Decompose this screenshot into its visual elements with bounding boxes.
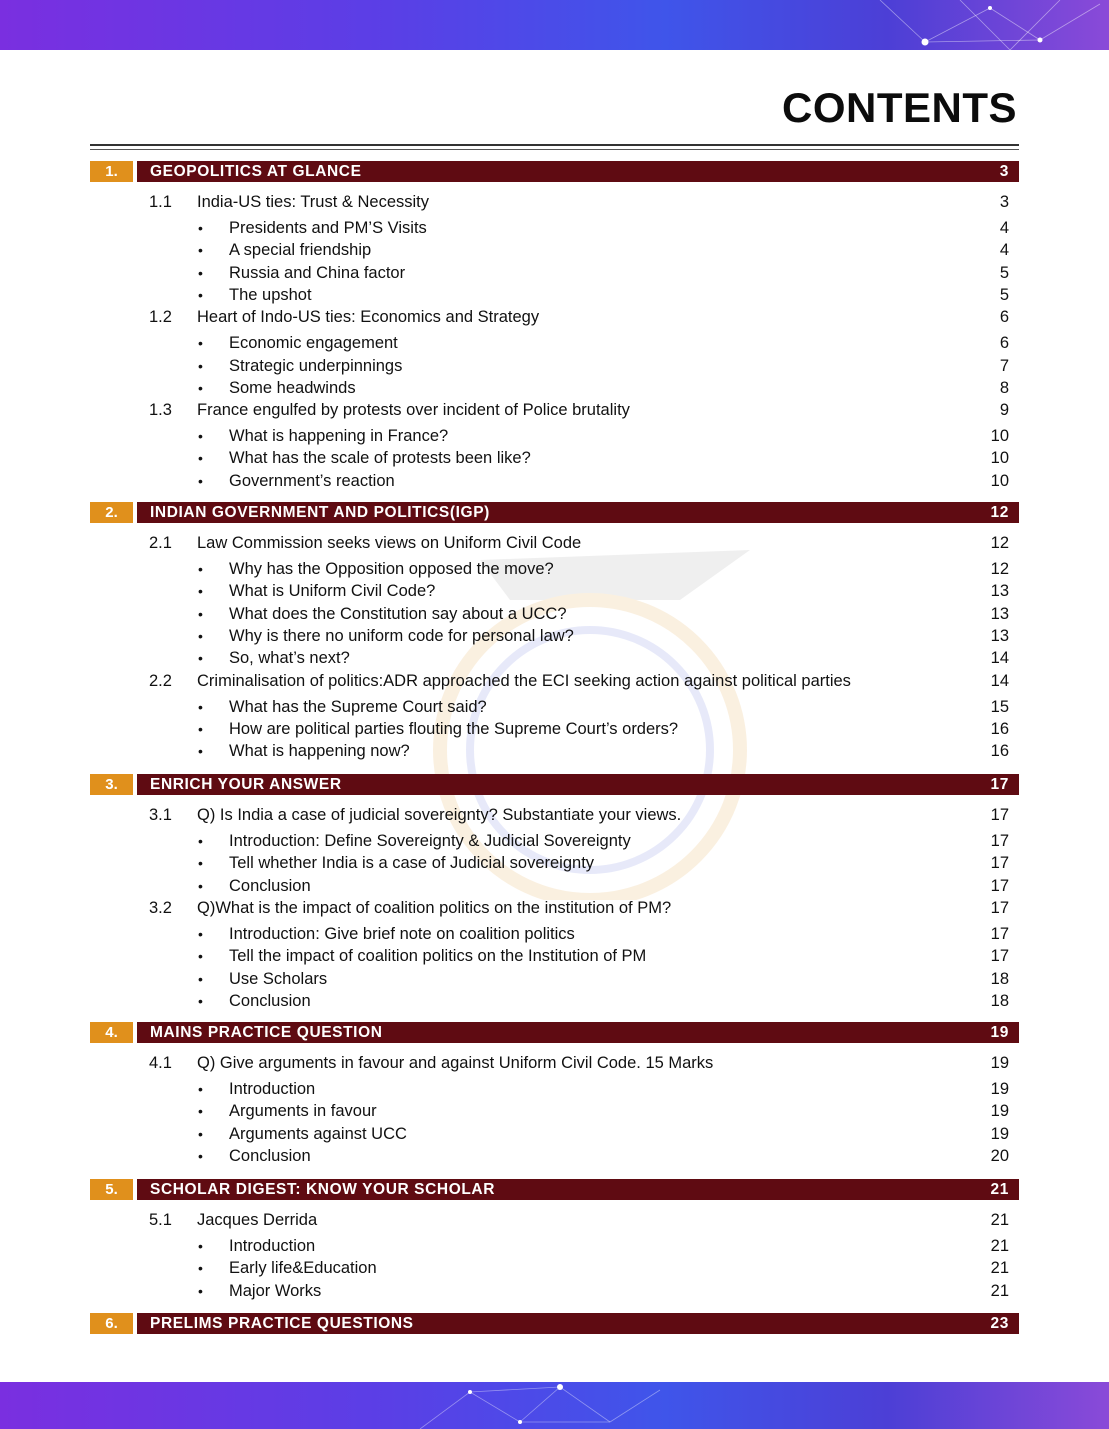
bullet-row[interactable]	[90, 1280, 1009, 1302]
bullet-text: Conclusion	[229, 991, 311, 1010]
section-number: 5.	[90, 1179, 133, 1200]
subsection-title: Jacques Derrida	[197, 1211, 318, 1229]
bullet-page: 10	[990, 427, 1009, 446]
subsection-row[interactable]	[90, 1209, 1009, 1231]
bullet-text: Economic engagement	[229, 334, 398, 353]
bullet-page: 16	[990, 742, 1009, 761]
bullet-icon: •	[198, 1147, 203, 1164]
section-bar	[137, 1022, 1019, 1043]
subsection-number: 3.1	[149, 806, 172, 824]
section-bar	[137, 1179, 1019, 1200]
bullet-text: Government’s reaction	[229, 471, 395, 490]
subsection-title: Law Commission seeks views on Uniform Civil Code	[197, 534, 582, 552]
bullet-text: So, what’s next?	[229, 649, 350, 668]
bullet-row[interactable]	[90, 239, 1009, 261]
subsection-page: 21	[990, 1211, 1009, 1229]
section-number: 4.	[90, 1022, 133, 1043]
subsection-number: 2.1	[149, 534, 172, 552]
bullet-page: 14	[990, 649, 1009, 668]
bullet-row[interactable]	[90, 1145, 1009, 1167]
bullet-text: Arguments against UCC	[229, 1124, 407, 1143]
section-number: 2.	[90, 502, 133, 523]
bullet-text: Use Scholars	[229, 969, 328, 988]
bullet-icon: •	[198, 833, 203, 849]
section-header[interactable]	[90, 1313, 1019, 1334]
bullet-row[interactable]	[90, 284, 1009, 306]
section-title: MAINS PRACTICE QUESTION	[150, 1024, 383, 1041]
subsection-page: 12	[990, 534, 1009, 552]
section-page: 3	[999, 163, 1009, 180]
bullet-row[interactable]	[90, 945, 1009, 967]
bullet-page: 17	[990, 832, 1009, 850]
section-title: GEOPOLITICS AT GLANCE	[150, 163, 362, 180]
section-page: 21	[990, 1181, 1009, 1198]
bullet-text: How are political parties flouting the Supreme Court’s orders?	[229, 719, 679, 738]
bullet-icon: •	[198, 335, 203, 352]
bullet-icon: •	[198, 242, 203, 259]
bullet-row[interactable]	[90, 217, 1009, 239]
subsection-row[interactable]	[90, 191, 1009, 213]
bullet-page: 21	[990, 1281, 1009, 1300]
bullet-icon: •	[198, 428, 203, 445]
bullet-row[interactable]	[90, 1123, 1009, 1145]
network-pattern-icon	[0, 1382, 1109, 1429]
bullet-text: Tell the impact of coalition politics on the Institution of PM	[229, 947, 647, 966]
subsection-page: 6	[999, 308, 1009, 327]
bullet-icon: •	[198, 627, 203, 644]
bullet-page: 17	[990, 854, 1009, 873]
subsection-number: 3.2	[149, 898, 172, 917]
bullet-page: 12	[990, 560, 1009, 578]
subsection-page: 9	[999, 401, 1009, 420]
bullet-page: 16	[990, 719, 1009, 738]
bullet-page: 10	[990, 471, 1009, 490]
bullet-icon: •	[198, 450, 203, 467]
subsection-row[interactable]	[90, 1052, 1009, 1074]
bullet-row[interactable]	[90, 852, 1009, 874]
subsection-title: Q) Is India a case of judicial sovereignty? Substantiate your views.	[197, 806, 682, 824]
bullet-icon: •	[198, 583, 203, 600]
subsection-page: 14	[990, 671, 1009, 690]
bullet-icon: •	[198, 698, 203, 715]
bullet-row[interactable]	[90, 740, 1009, 762]
bullet-page: 21	[990, 1237, 1009, 1255]
subsection-row[interactable]	[90, 897, 1009, 919]
subsection-page: 17	[990, 806, 1009, 824]
bullet-row[interactable]	[90, 830, 1009, 852]
bullet-page: 13	[990, 626, 1009, 645]
section-bar	[137, 1313, 1019, 1334]
subsection-row[interactable]	[90, 670, 1009, 692]
top-decorative-band	[0, 0, 1109, 50]
network-pattern-icon	[0, 0, 1109, 50]
subsection-number: 1.1	[149, 193, 172, 211]
bullet-row[interactable]	[90, 558, 1009, 580]
bullet-row[interactable]	[90, 1257, 1009, 1279]
section-header[interactable]	[90, 774, 1019, 795]
bullet-text: Tell whether India is a case of Judicial sovereignty	[229, 854, 595, 873]
bullet-icon: •	[198, 992, 203, 1009]
section-bar	[137, 161, 1019, 182]
bullet-text: Introduction	[229, 1237, 316, 1255]
section-number: 6.	[90, 1313, 133, 1334]
bullet-page: 17	[990, 947, 1009, 966]
section-header[interactable]	[90, 502, 1019, 523]
section-header[interactable]	[90, 1022, 1019, 1043]
bullet-icon: •	[198, 561, 203, 577]
bullet-text: Presidents and PM’S Visits	[229, 219, 427, 237]
bullet-page: 20	[990, 1146, 1009, 1165]
bullet-row[interactable]	[90, 377, 1009, 399]
bullet-text: Some headwinds	[229, 378, 356, 397]
bullet-row[interactable]	[90, 875, 1009, 897]
bullet-icon: •	[198, 1260, 203, 1277]
bullet-text: What is happening now?	[229, 742, 410, 761]
subsection-page: 17	[990, 898, 1009, 917]
bullet-icon: •	[198, 379, 203, 396]
bullet-icon: •	[198, 650, 203, 667]
bullet-page: 4	[999, 241, 1009, 260]
bullet-text: Conclusion	[229, 1146, 311, 1165]
section-header[interactable]	[90, 1179, 1019, 1200]
subsection-row[interactable]	[90, 399, 1009, 421]
subsection-title: India-US ties: Trust & Necessity	[197, 193, 429, 211]
section-page: 19	[990, 1024, 1009, 1041]
bullet-text: Introduction	[229, 1080, 316, 1098]
bullet-icon: •	[198, 720, 203, 737]
subsection-number: 1.3	[149, 401, 172, 420]
bullet-icon: •	[198, 1103, 203, 1120]
bullet-text: Introduction: Define Sovereignty & Judicial Sovereignty	[229, 832, 631, 850]
section-bar	[137, 502, 1019, 523]
bullet-page: 21	[990, 1259, 1009, 1278]
bullet-icon: •	[198, 220, 203, 236]
section-page: 23	[990, 1315, 1009, 1332]
section-title: INDIAN GOVERNMENT AND POLITICS(IGP)	[150, 504, 490, 521]
bullet-page: 4	[999, 219, 1009, 237]
subsection-title: France engulfed by protests over incident of Police brutality	[197, 401, 630, 420]
title-rule-thin	[90, 149, 1019, 150]
subsection-number: 4.1	[149, 1054, 172, 1072]
bullet-text: What does the Constitution say about a UCC?	[229, 604, 567, 623]
subsection-page: 19	[990, 1054, 1009, 1072]
bullet-row[interactable]	[90, 718, 1009, 740]
bullet-row[interactable]	[90, 580, 1009, 602]
bullet-row[interactable]	[90, 1235, 1009, 1257]
bullet-page: 8	[999, 378, 1009, 397]
subsection-title: Criminalisation of politics:ADR approached the ECI seeking action against political parties	[197, 671, 851, 690]
bullet-row[interactable]	[90, 990, 1009, 1012]
bullet-icon: •	[198, 472, 203, 489]
bullet-page: 5	[999, 285, 1009, 304]
bullet-page: 17	[990, 876, 1009, 895]
bullet-page: 19	[990, 1080, 1009, 1098]
bullet-text: Conclusion	[229, 876, 311, 895]
section-title: ENRICH YOUR ANSWER	[150, 776, 342, 793]
bullet-page: 15	[990, 697, 1009, 716]
bullet-page: 7	[999, 356, 1009, 375]
bullet-icon: •	[198, 743, 203, 760]
bullet-text: Early life&Education	[229, 1259, 377, 1278]
bullet-row[interactable]	[90, 425, 1009, 447]
subsection-row[interactable]	[90, 306, 1009, 328]
bullet-text: Why has the Opposition opposed the move?	[229, 560, 554, 578]
section-bar	[137, 774, 1019, 795]
section-number: 1.	[90, 161, 133, 182]
bullet-page: 5	[999, 263, 1009, 282]
subsection-title: Heart of Indo-US ties: Economics and Strategy	[197, 308, 540, 327]
subsection-title: Q)What is the impact of coalition politics on the institution of PM?	[197, 898, 672, 917]
bullet-icon: •	[198, 925, 203, 942]
bullet-icon: •	[198, 877, 203, 894]
subsection-number: 5.1	[149, 1211, 172, 1229]
bullet-text: Strategic underpinnings	[229, 356, 403, 375]
bullet-icon: •	[198, 970, 203, 987]
bullet-icon: •	[198, 264, 203, 281]
bullet-page: 18	[990, 991, 1009, 1010]
bullet-row[interactable]	[90, 470, 1009, 492]
bullet-text: The upshot	[229, 285, 312, 304]
bullet-text: A special friendship	[229, 241, 372, 260]
bullet-text: Major Works	[229, 1281, 322, 1300]
section-title: SCHOLAR DIGEST: KNOW YOUR SCHOLAR	[150, 1181, 496, 1198]
bullet-page: 6	[999, 334, 1009, 353]
bullet-page: 17	[990, 924, 1009, 943]
bullet-icon: •	[198, 605, 203, 622]
bullet-icon: •	[198, 1125, 203, 1142]
page-title: CONTENTS	[782, 84, 1017, 131]
bullet-text: What is happening in France?	[229, 427, 449, 446]
section-page: 17	[990, 776, 1009, 793]
section-number: 3.	[90, 774, 133, 795]
subsection-row[interactable]	[90, 532, 1009, 554]
bullet-text: What has the Supreme Court said?	[229, 697, 487, 716]
bullet-text: Introduction: Give brief note on coalition politics	[229, 924, 575, 943]
title-rule	[90, 144, 1019, 146]
subsection-page: 3	[999, 193, 1009, 211]
bullet-row[interactable]	[90, 447, 1009, 469]
bullet-text: Arguments in favour	[229, 1102, 377, 1121]
bullet-icon: •	[198, 286, 203, 303]
bullet-icon: •	[198, 357, 203, 374]
bullet-row[interactable]	[90, 262, 1009, 284]
bullet-text: Why is there no uniform code for personal law?	[229, 626, 574, 645]
subsection-title: Q) Give arguments in favour and against Uniform Civil Code. 15 Marks	[197, 1054, 714, 1072]
bullet-page: 13	[990, 582, 1009, 601]
subsection-number: 1.2	[149, 308, 172, 327]
bullet-page: 19	[990, 1102, 1009, 1121]
bullet-icon: •	[198, 1282, 203, 1299]
section-header[interactable]	[90, 161, 1019, 182]
bullet-row[interactable]	[90, 647, 1009, 669]
bullet-icon: •	[198, 855, 203, 872]
section-title: PRELIMS PRACTICE QUESTIONS	[150, 1315, 414, 1332]
bullet-text: What has the scale of protests been like?	[229, 449, 531, 468]
bullet-row[interactable]	[90, 696, 1009, 718]
bullet-text: What is Uniform Civil Code?	[229, 582, 436, 601]
bullet-icon: •	[198, 948, 203, 965]
bullet-icon: •	[198, 1081, 203, 1097]
bullet-row[interactable]	[90, 968, 1009, 990]
bullet-row[interactable]	[90, 355, 1009, 377]
subsection-row[interactable]	[90, 804, 1009, 826]
bullet-page: 13	[990, 604, 1009, 623]
bullet-row[interactable]	[90, 1100, 1009, 1122]
bullet-row[interactable]	[90, 332, 1009, 354]
bullet-page: 19	[990, 1124, 1009, 1143]
bottom-decorative-band	[0, 1382, 1109, 1429]
bullet-page: 18	[990, 969, 1009, 988]
bullet-row[interactable]	[90, 625, 1009, 647]
bullet-page: 10	[990, 449, 1009, 468]
bullet-icon: •	[198, 1238, 203, 1254]
bullet-row[interactable]	[90, 1078, 1009, 1100]
subsection-number: 2.2	[149, 671, 172, 690]
bullet-row[interactable]	[90, 923, 1009, 945]
bullet-text: Russia and China factor	[229, 263, 406, 282]
section-page: 12	[990, 504, 1009, 521]
bullet-row[interactable]	[90, 603, 1009, 625]
